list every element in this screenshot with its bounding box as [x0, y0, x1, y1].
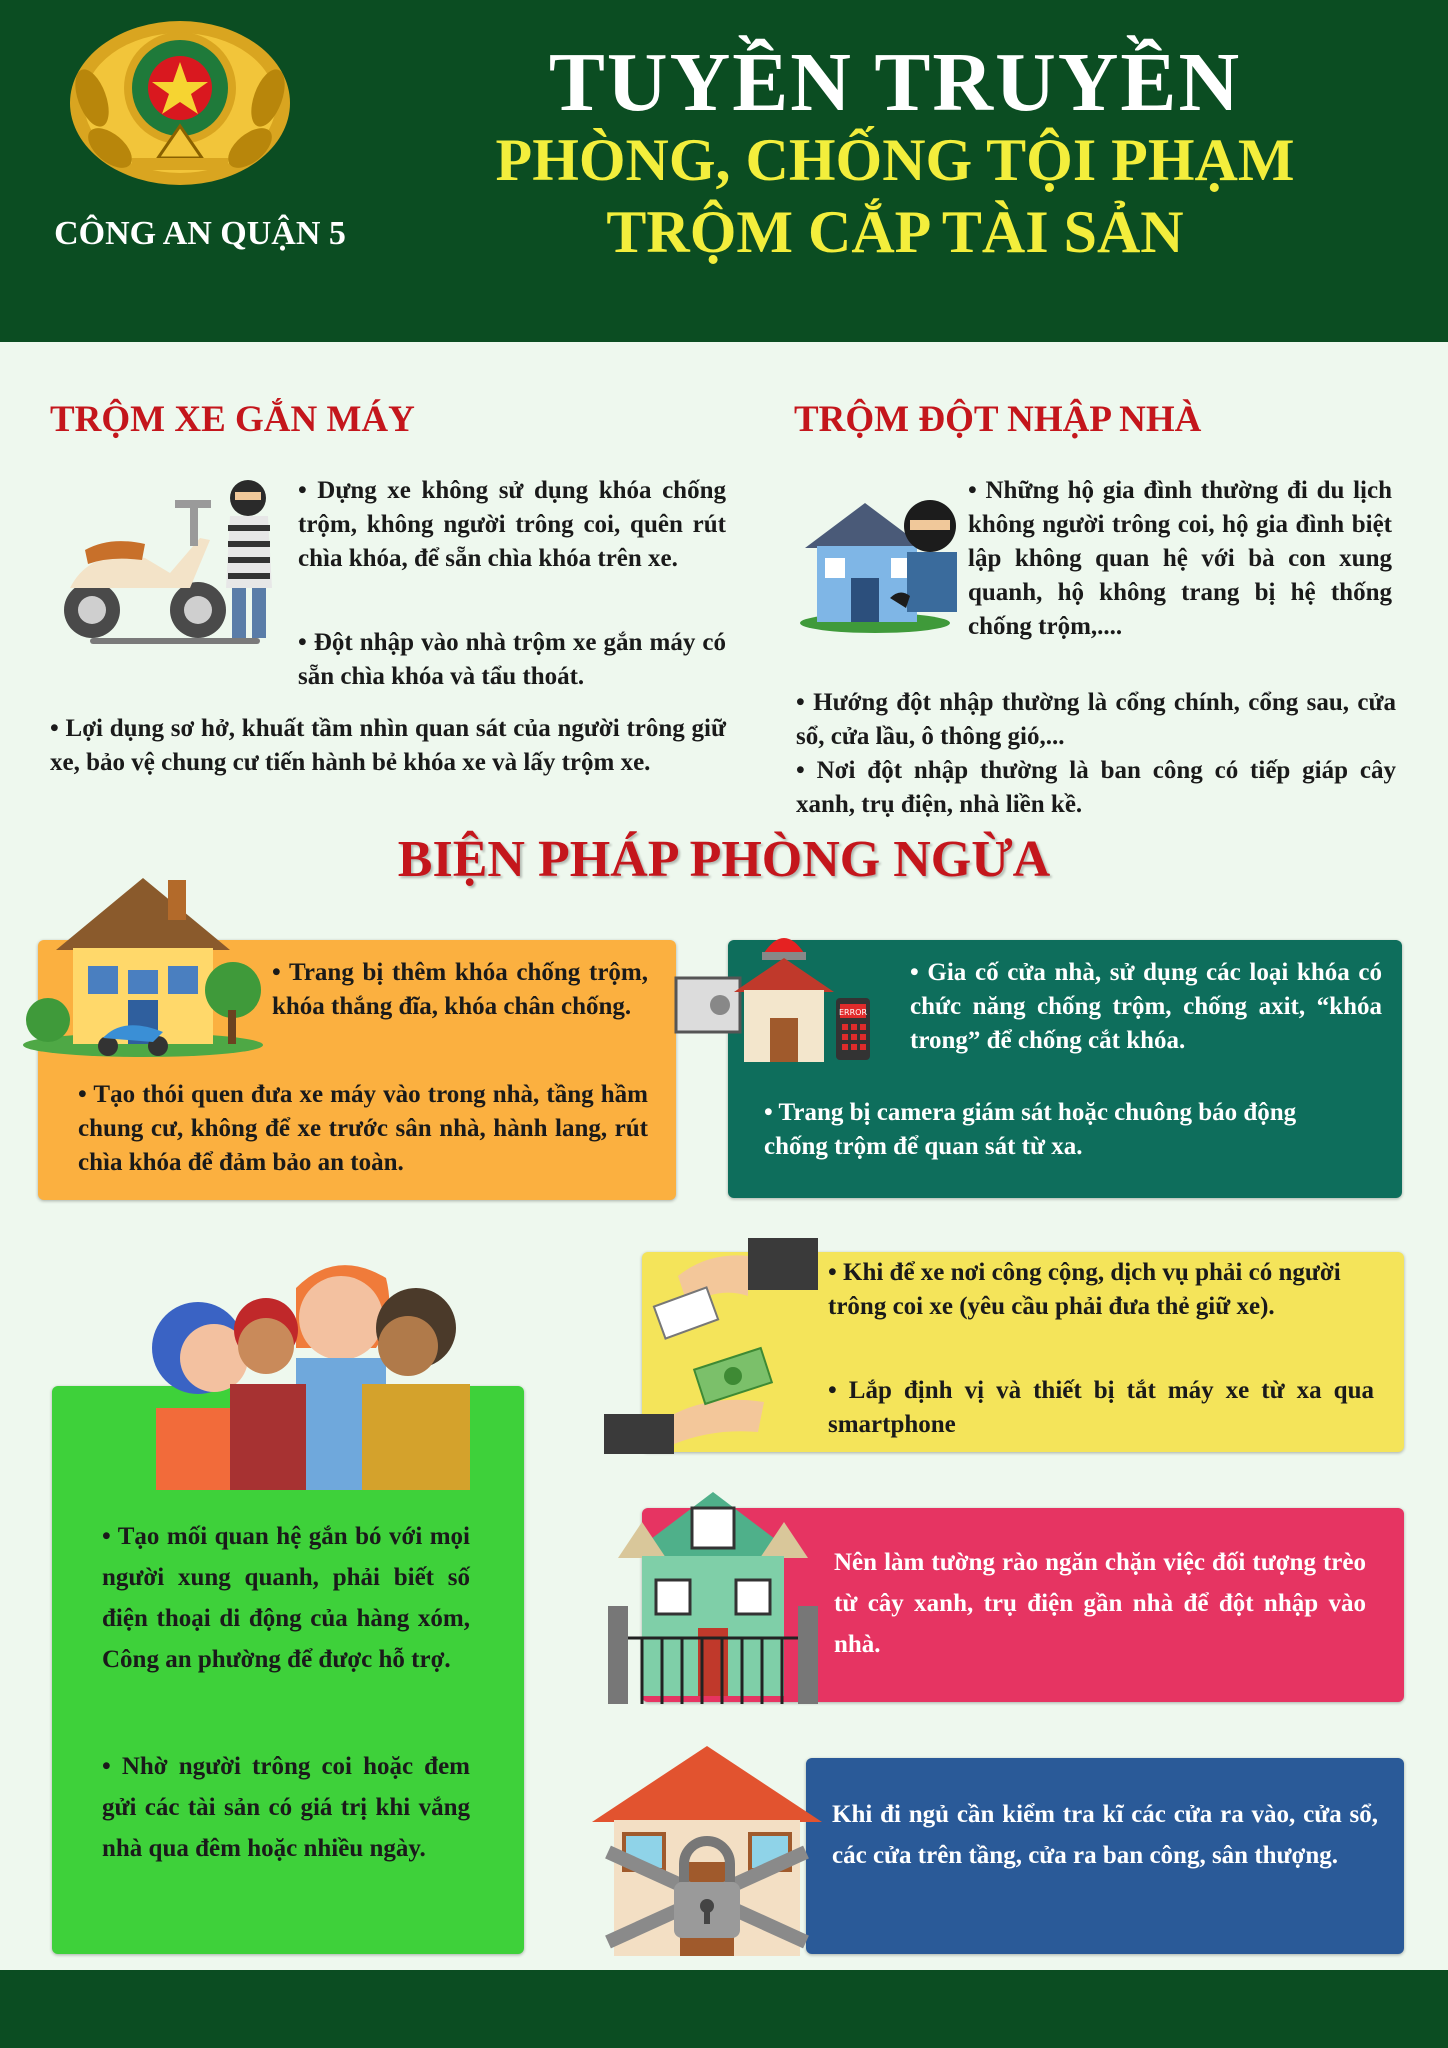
house-burglary-point-1: • Những hộ gia đình thường đi du lịch không người trông coi, hộ gia đình biệt lập không quan hệ với bà con xung quanh, hộ không trang bị hệ thống chống trộm,....: [968, 477, 1392, 640]
page-subtitle-line2: TRỘM CẮP TÀI SẢN: [606, 199, 1184, 265]
neighbors-group-illustration: [126, 1248, 482, 1490]
page-title: TUYỀN TRUYỀN: [548, 36, 1242, 129]
security-alarm-illustration: [674, 908, 884, 1083]
house-burglary-point-2: • Hướng đột nhập thường là cổng chính, cổng sau, cửa sổ, cửa lầu, ô thông gió,...: [796, 689, 1396, 750]
motorbike-theft-point-3: • Lợi dụng sơ hở, khuất tầm nhìn quan sát của người trông giữ xe, bảo vệ chung cư tiến hành bẻ khóa xe và lấy trộm xe.: [50, 715, 726, 776]
prevention-locks-point-2: • Tạo thói quen đưa xe máy vào trong nhà, tầng hầm chung cư, không để xe trước sân nhà, hành lang, rút chìa khóa để đảm bảo an toàn.: [78, 1081, 648, 1176]
motorbike-theft-title: TRỘM XE GẮN MÁY: [50, 399, 415, 440]
motorbike-thief-illustration: [50, 478, 290, 653]
footer-banner: [0, 1970, 1448, 2048]
prevention-alarm-point-1: • Gia cố cửa nhà, sử dụng các loại khóa có chức năng chống trộm, chống axit, “khóa trong” để chống cắt khóa.: [910, 959, 1382, 1054]
fenced-house-illustration: [606, 1488, 820, 1706]
prevention-neighbors-point-2: • Nhờ người trông coi hoặc đem gửi các tài sản có giá trị khi vắng nhà qua đêm hoặc nhiều ngày.: [102, 1753, 470, 1862]
motorbike-theft-point-2: • Đột nhập vào nhà trộm xe gắn máy có sẵn chìa khóa và tẩu thoát.: [298, 629, 726, 690]
prevention-locks-point-1: • Trang bị thêm khóa chống trộm, khóa thắng đĩa, khóa chân chống.: [272, 959, 648, 1020]
house-motorbike-illustration: [18, 870, 268, 1060]
prevention-doors-text: Khi đi ngủ cần kiểm tra kĩ các cửa ra vào, cửa sổ, các cửa trên tầng, cửa ra ban công, sân thượng.: [832, 1801, 1378, 1869]
ticket-money-illustration: [598, 1236, 826, 1456]
house-burglary-point-3: • Nơi đột nhập thường là ban công có tiếp giáp cây xanh, trụ điện, nhà liền kề.: [796, 757, 1396, 818]
prevention-neighbors-point-1: • Tạo mối quan hệ gắn bó với mọi người xung quanh, phải biết số điện thoại di động của hàng xóm, Công an phường để được hỗ trợ.: [102, 1523, 470, 1673]
police-emblem-icon: [62, 8, 298, 188]
prevention-fence-text: Nên làm tường rào ngăn chặn việc đối tượng trèo từ cây xanh, trụ điện gần nhà để đột nhập vào nhà.: [834, 1549, 1366, 1658]
prevention-parking-point-1: • Khi để xe nơi công cộng, dịch vụ phải có người trông coi xe (yêu cầu phải đưa thẻ giữ xe).: [828, 1259, 1341, 1320]
alarm-error-label: ERROR: [838, 1008, 868, 1017]
prevention-title: BIỆN PHÁP PHÒNG NGỪA: [397, 831, 1051, 888]
locked-house-illustration: [588, 1742, 826, 1956]
motorbike-theft-point-1: • Dựng xe không sử dụng khóa chống trộm, không người trông coi, quên rút chìa khóa, để sẵn chìa khóa trên xe.: [298, 477, 726, 572]
house-burglary-title: TRỘM ĐỘT NHẬP NHÀ: [794, 399, 1202, 440]
prevention-alarm-point-2: • Trang bị camera giám sát hoặc chuông báo động chống trộm để quan sát từ xa.: [764, 1099, 1297, 1160]
page-subtitle-line1: PHÒNG, CHỐNG TỘI PHẠM: [495, 127, 1295, 193]
house-thief-illustration: [795, 488, 965, 638]
police-unit-label: CÔNG AN QUẬN 5: [54, 215, 346, 252]
prevention-parking-point-2: • Lắp định vị và thiết bị tắt máy xe từ xa qua smartphone: [828, 1377, 1374, 1438]
